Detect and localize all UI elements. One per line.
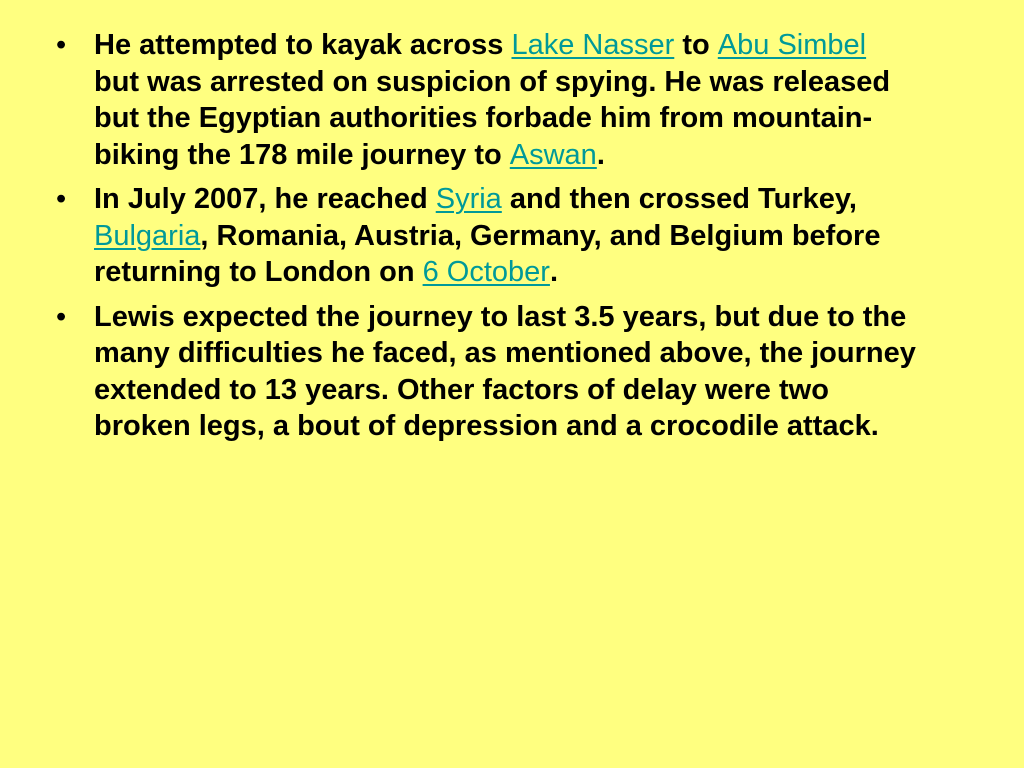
bullet-dot-icon: • [56, 29, 67, 61]
bullet-list [56, 27, 916, 453]
link-syria[interactable]: Syria [435, 183, 502, 215]
bullet-text: and then crossed Turkey, [501, 183, 857, 215]
link-bulgaria[interactable]: Bulgaria [94, 219, 201, 252]
link-abu-simbel[interactable]: Abu Simbel [717, 29, 867, 61]
link-aswan[interactable]: Aswan [509, 138, 597, 171]
bullet-item-duration [56, 299, 916, 445]
bullet-item-syria [56, 181, 916, 291]
bullet-text: Lewis expected the journey to last 3.5 years, but due to the many difficulties he faced, as mentioned above, the journey extended to 13 years. Other factors of delay were two broken legs, a bout of depression and a crocodile attack. [94, 300, 916, 442]
bullet-text: He attempted to kayak across [94, 29, 512, 61]
link-6-october[interactable]: 6 October [422, 256, 550, 288]
bullet-dot-icon: • [56, 300, 67, 333]
bullet-text: . [596, 138, 605, 171]
bullet-text: to [674, 29, 718, 61]
bullet-text: , Romania, Austria, Germany, and Belgium before returning to London on [94, 219, 881, 288]
bullet-text: but was arrested on suspicion of spying. He was released but the Egyptian authorities forbade him from mountain-biking the 178 mile journey to [94, 65, 891, 171]
bullet-item-kayak [56, 27, 916, 173]
bullet-text: In July 2007, he reached [94, 183, 436, 215]
bullet-text: . [549, 256, 558, 288]
link-lake-nasser[interactable]: Lake Nasser [511, 29, 675, 61]
bullet-dot-icon: • [56, 183, 67, 215]
